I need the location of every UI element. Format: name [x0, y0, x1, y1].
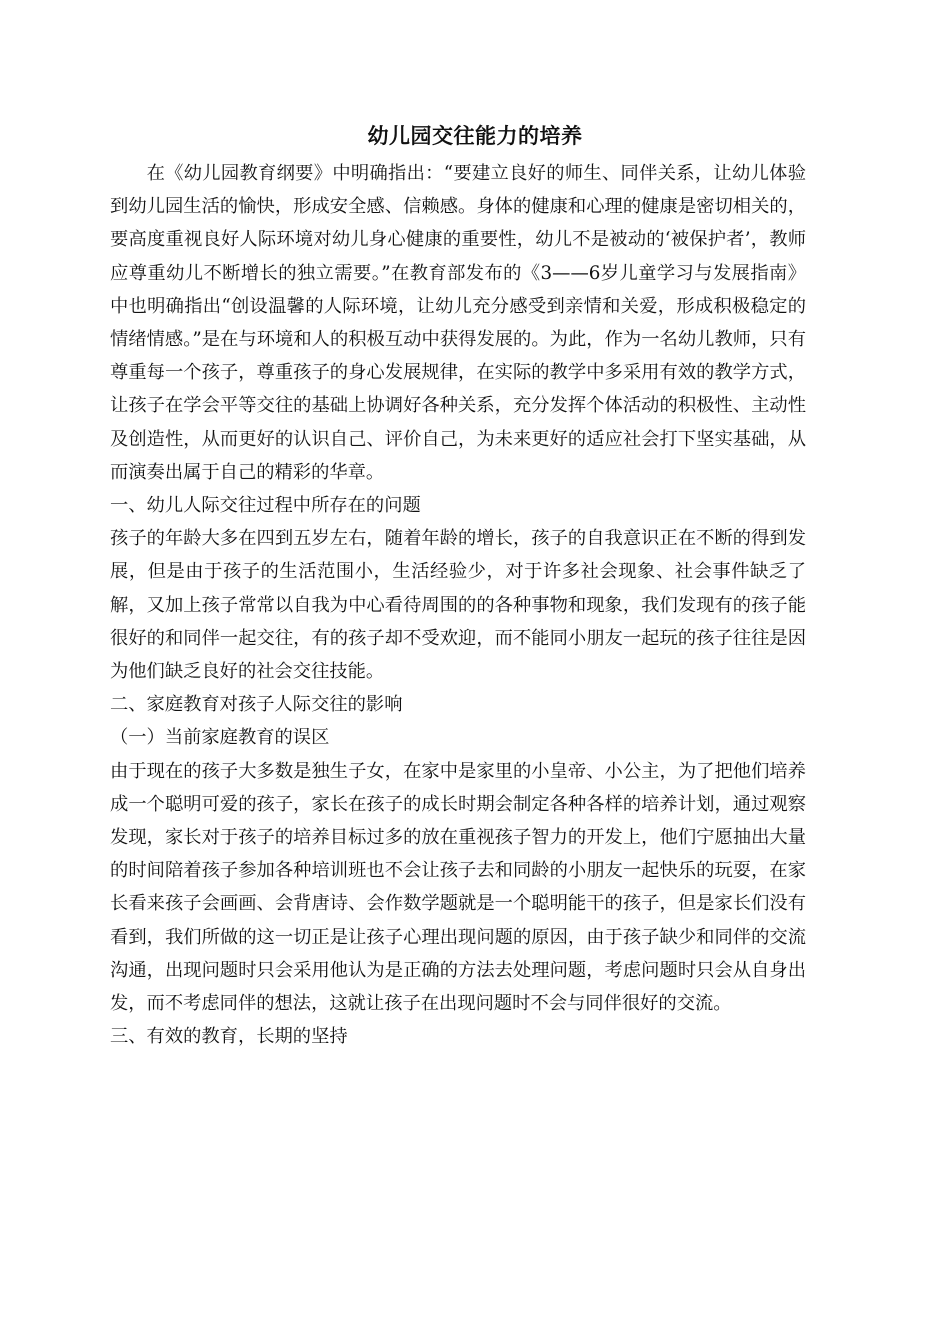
- intro-paragraph: 在《幼儿园教育纲要》中明确指出：“要建立良好的师生、同伴关系，让幼儿体验到幼儿园生活的愉快，形成安全感、信赖感。身体的健康和心理的健康是密切相关的，要高度重视良好人际环境对幼儿身心健康的重要性，幼儿不是被动的‘被保护者’，教师应尊重幼儿不断增长的独立需要。”在教育部发布的《3——6岁儿童学习与发展指南》中也明确指出“创设温馨的人际环境，让幼儿充分感受到亲情和关爱，形成积极稳定的情绪情感。”是在与环境和人的积极互动中获得发展的。为此，作为一名幼儿教师，只有尊重每一个孩子，尊重孩子的身心发展规律，在实际的教学中多采用有效的教学方式，让孩子在学会平等交往的基础上协调好各种关系，充分发挥个体活动的积极性、主动性及创造性，从而更好的认识自己、评价自己，为未来更好的适应社会打下坚实基础，从而演奏出属于自己的精彩的华章。: [110, 163, 806, 483]
- section-heading-3: 三、有效的教育，长期的坚持: [110, 1026, 348, 1048]
- section-heading-1: 一、幼儿人际交往过程中所存在的问题: [110, 495, 421, 517]
- subsection-heading-2-1: （一）当前家庭教育的误区: [110, 727, 330, 749]
- section-2-paragraph: 由于现在的孩子大多数是独生子女，在家中是家里的小皇帝、小公主，为了把他们培养成一个聪明可爱的孩子，家长在孩子的成长时期会制定各种各样的培养计划，通过观察发现，家长对于孩子的培养目标过多的放在重视孩子智力的开发上，他们宁愿抽出大量的时间陪着孩子参加各种培训班也不会让孩子去和同龄的小朋友一起快乐的玩耍，在家长看来孩子会画画、会背唐诗、会作数学题就是一个聪明能干的孩子，但是家长们没有看到，我们所做的这一切正是让孩子心理出现问题的原因，由于孩子缺少和同伴的交流沟通，出现问题时只会采用他认为是正确的方法去处理问题，考虑问题时只会从自身出发，而不考虑同伴的想法，这就让孩子在出现问题时不会与同伴很好的交流。: [110, 760, 806, 1015]
- document-title: 幼儿园交往能力的培养: [367, 124, 583, 148]
- section-heading-2: 二、家庭教育对孩子人际交往的影响: [110, 694, 403, 716]
- section-1-paragraph: 孩子的年龄大多在四到五岁左右，随着年龄的增长，孩子的自我意识正在不断的得到发展，但是由于孩子的生活范围小，生活经验少，对于许多社会现象、社会事件缺乏了解，又加上孩子常常以自我为中心看待周围的的各种事物和现象，我们发现有的孩子能很好的和同伴一起交往，有的孩子却不受欢迎，而不能同小朋友一起玩的孩子往往是因为他们缺乏良好的社会交往技能。: [110, 528, 806, 683]
- document-body: [110, 157, 806, 1053]
